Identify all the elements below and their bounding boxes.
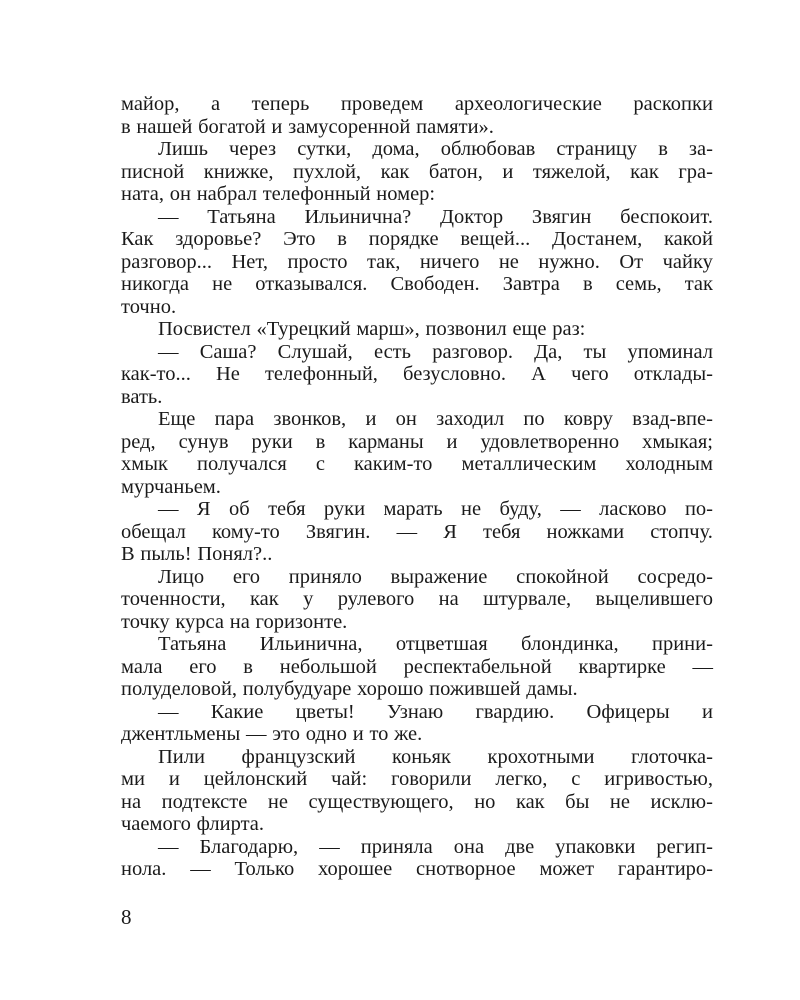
text-line: обещал кому-то Звягин. — Я тебя ножками стопчу. xyxy=(121,520,713,543)
text-line: вать. xyxy=(121,385,163,408)
text-line: — Саша? Слушай, есть разговор. Да, ты упоминал xyxy=(158,340,713,363)
text-line: ната, он набрал телефонный номер: xyxy=(121,183,436,205)
text-line: — Какие цветы! Узнаю гвардию. Офицеры и xyxy=(158,700,713,723)
text-line: мурчаньем. xyxy=(121,475,221,498)
text-line: Лицо его приняло выражение спокойной сосредо- xyxy=(158,565,713,588)
text-line: на подтексте не существующего, но как бы не исклю- xyxy=(121,790,713,813)
text-line: чаемого флирта. xyxy=(121,813,265,835)
text-line: ред, сунув руки в карманы и удовлетворенно хмыкая; xyxy=(121,430,713,453)
text-line: Еще пара звонков, и он заходил по ковру взад-впе- xyxy=(158,408,713,430)
text-line: нола. — Только хорошее снотворное может гарантиро- xyxy=(121,858,713,880)
text-line: — Татьяна Ильинична? Доктор Звягин беспокоит. xyxy=(158,205,713,228)
text-line: Лишь через сутки, дома, облюбовав страницу в за- xyxy=(158,138,713,160)
text-line: — Я об тебя руки марать не буду, — ласково по- xyxy=(158,498,713,520)
text-line: майор, а теперь проведем археологические раскопки xyxy=(121,93,713,115)
text-line: — Благодарю, — приняла она две упаковки регип- xyxy=(158,835,713,858)
text-line: Посвистел «Турецкий марш», позвонил еще раз: xyxy=(158,318,586,340)
text-line: точенности, как у рулевого на штурвале, выцелившего xyxy=(121,588,713,610)
text-line: как-то... Не телефонный, безусловно. А чего отклады- xyxy=(121,363,713,385)
text-line: разговор... Нет, просто так, ничего не нужно. От чайку xyxy=(121,250,713,273)
text-line: хмык получался с каким-то металлическим холодным xyxy=(121,453,713,475)
text-line: точно. xyxy=(121,295,177,318)
text-line: в нашей богатой и замусоренной памяти». xyxy=(121,115,494,138)
text-line: полуделовой, полубудуаре хорошо пожившей дамы. xyxy=(121,678,578,700)
text-line: джентльмены — это одно и то же. xyxy=(121,723,423,745)
text-line: Как здоровье? Это в порядке вещей... Достанем, какой xyxy=(121,228,713,250)
text-line: Пили французский коньяк крохотными глоточка- xyxy=(158,745,713,768)
body-text xyxy=(121,93,713,881)
text-line: писной книжке, пухлой, как батон, и тяжелой, как гра- xyxy=(121,160,713,183)
page-number: 8 xyxy=(121,905,132,929)
text-line: В пыль! Понял?.. xyxy=(121,543,273,565)
text-line: точку курса на горизонте. xyxy=(121,610,348,633)
text-line: никогда не отказывался. Свободен. Завтра в семь, так xyxy=(121,273,713,295)
text-line: ми и цейлонский чай: говорили легко, с игривостью, xyxy=(121,768,713,790)
text-line: мала его в небольшой респектабельной квартирке — xyxy=(121,655,713,678)
text-line: Татьяна Ильинична, отцветшая блондинка, прини- xyxy=(158,633,713,655)
